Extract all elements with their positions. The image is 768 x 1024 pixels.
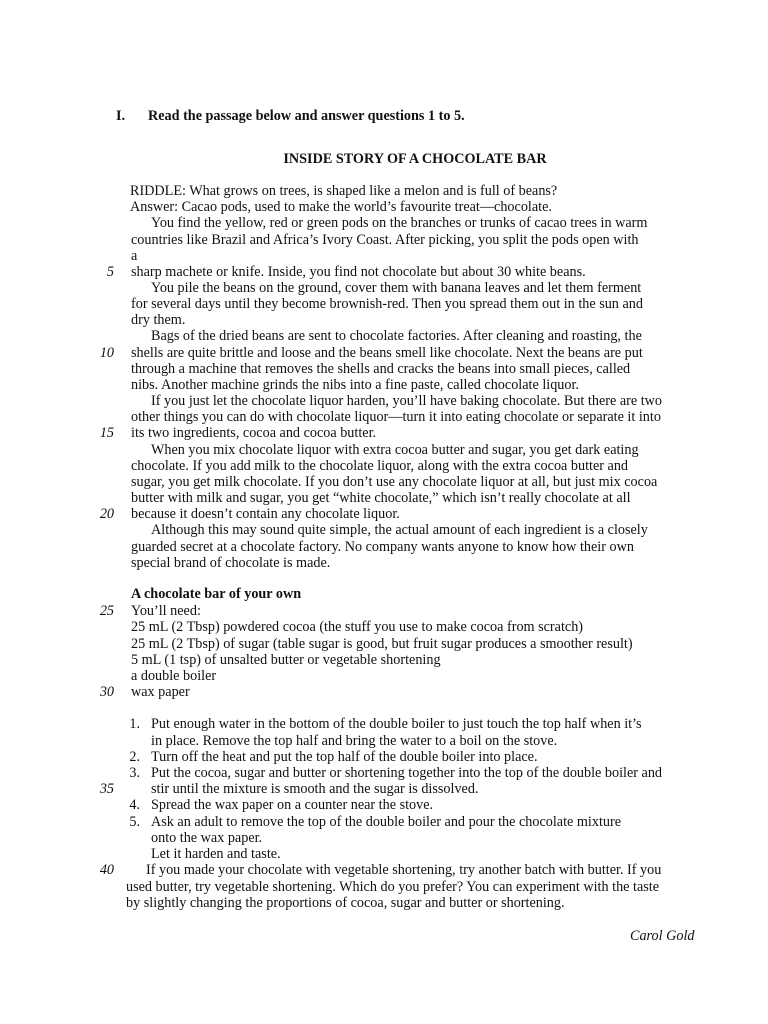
passage-line: special brand of chocolate is made. bbox=[131, 555, 331, 571]
recipe-heading: A chocolate bar of your own bbox=[131, 586, 302, 602]
passage-line: Bags of the dried beans are sent to chocolate factories. After cleaning and roasting, the bbox=[151, 328, 642, 344]
step-number: 5. bbox=[129, 814, 140, 830]
ingredient-item: a double boiler bbox=[131, 668, 217, 684]
line-number: 30 bbox=[99, 684, 114, 700]
passage-line: If you just let the chocolate liquor harden, you’ll have baking chocolate. But there are two bbox=[151, 393, 662, 409]
ingredient-item: 5 mL (1 tsp) of unsalted butter or vegetable shortening bbox=[131, 652, 441, 668]
closing-line: used butter, try vegetable shortening. Which do you prefer? You can experiment with the taste bbox=[126, 879, 660, 895]
passage-line: You find the yellow, red or green pods on the branches or trunks of cacao trees in warm bbox=[151, 215, 648, 231]
step-text: stir until the mixture is smooth and the sugar is dissolved. bbox=[151, 781, 479, 797]
step-number: 2. bbox=[129, 749, 140, 765]
step-text: onto the wax paper. bbox=[151, 830, 263, 846]
step-text: in place. Remove the top half and bring the water to a boil on the stove. bbox=[151, 733, 558, 749]
step-text: Turn off the heat and put the top half of the double boiler into place. bbox=[151, 749, 538, 765]
passage-line: nibs. Another machine grinds the nibs into a fine paste, called chocolate liquor. bbox=[131, 377, 579, 393]
ingredient-item: 25 mL (2 Tbsp) powdered cocoa (the stuff you use to make cocoa from scratch) bbox=[131, 619, 584, 635]
ingredient-item: wax paper bbox=[131, 684, 190, 700]
closing-line: by slightly changing the proportions of cocoa, sugar and butter or shortening. bbox=[126, 895, 565, 911]
passage-line: countries like Brazil and Africa’s Ivory Coast. After picking, you split the pods open with bbox=[131, 232, 639, 248]
closing-line: If you made your chocolate with vegetable shortening, try another batch with butter. If you bbox=[146, 862, 662, 878]
step-text: Put the cocoa, sugar and butter or shortening together into the top of the double boiler and bbox=[151, 765, 663, 781]
ingredient-item: 25 mL (2 Tbsp) of sugar (table sugar is good, but fruit sugar produces a smoother result) bbox=[131, 636, 633, 652]
step-number: 1. bbox=[129, 716, 140, 732]
instruction-roman: I. bbox=[116, 108, 126, 124]
passage-line: RIDDLE: What grows on trees, is shaped like a melon and is full of beans? bbox=[130, 183, 558, 199]
passage-line: sugar, you get milk chocolate. If you don’t use any chocolate liquor at all, but just mix cocoa bbox=[131, 474, 658, 490]
passage-line: other things you can do with chocolate liquor—turn it into eating chocolate or separate it into bbox=[131, 409, 661, 425]
line-number: 25 bbox=[99, 603, 114, 619]
step-text: Let it harden and taste. bbox=[151, 846, 281, 862]
line-number: 35 bbox=[99, 781, 114, 797]
passage-line: Although this may sound quite simple, the actual amount of each ingredient is a closely bbox=[151, 522, 648, 538]
line-number: 15 bbox=[99, 425, 114, 441]
line-number: 5 bbox=[106, 264, 114, 280]
author-name: Carol Gold bbox=[630, 928, 695, 944]
line-number: 20 bbox=[99, 506, 114, 522]
passage-line: its two ingredients, cocoa and cocoa butter. bbox=[131, 425, 377, 441]
step-text: Put enough water in the bottom of the double boiler to just touch the top half when it’s bbox=[151, 716, 642, 732]
ingredients-label: You’ll need: bbox=[131, 603, 201, 619]
passage-line: guarded secret at a chocolate factory. No company wants anyone to know how their own bbox=[131, 539, 634, 555]
step-number: 4. bbox=[129, 797, 140, 813]
passage-line: You pile the beans on the ground, cover them with banana leaves and let them ferment bbox=[151, 280, 642, 296]
passage-line: shells are quite brittle and loose and the beans smell like chocolate. Next the beans are put bbox=[131, 345, 643, 361]
line-number: 40 bbox=[99, 862, 114, 878]
passage-line: for several days until they become brownish-red. Then you spread them out in the sun and bbox=[131, 296, 643, 312]
passage-line: through a machine that removes the shells and cracks the beans into small pieces, called bbox=[131, 361, 631, 377]
passage-line: chocolate. If you add milk to the chocolate liquor, along with the extra cocoa butter and bbox=[131, 458, 629, 474]
line-number: 10 bbox=[99, 345, 114, 361]
passage-line: Answer: Cacao pods, used to make the world’s favourite treat—chocolate. bbox=[130, 199, 552, 215]
page-title: INSIDE STORY OF A CHOCOLATE BAR bbox=[283, 151, 547, 167]
passage-line: sharp machete or knife. Inside, you find not chocolate but about 30 white beans. bbox=[131, 264, 586, 280]
passage-line: When you mix chocolate liquor with extra cocoa butter and sugar, you get dark eating bbox=[151, 442, 639, 458]
step-number: 3. bbox=[129, 765, 140, 781]
passage-line: butter with milk and sugar, you get “white chocolate,” which isn’t really chocolate at all bbox=[131, 490, 631, 506]
passage-line: a bbox=[131, 248, 138, 264]
step-text: Spread the wax paper on a counter near the stove. bbox=[151, 797, 434, 813]
step-text: Ask an adult to remove the top of the double boiler and pour the chocolate mixture bbox=[151, 814, 622, 830]
passage-line: because it doesn’t contain any chocolate liquor. bbox=[131, 506, 400, 522]
passage-line: dry them. bbox=[131, 312, 186, 328]
instruction-text: Read the passage below and answer questions 1 to 5. bbox=[148, 108, 465, 124]
